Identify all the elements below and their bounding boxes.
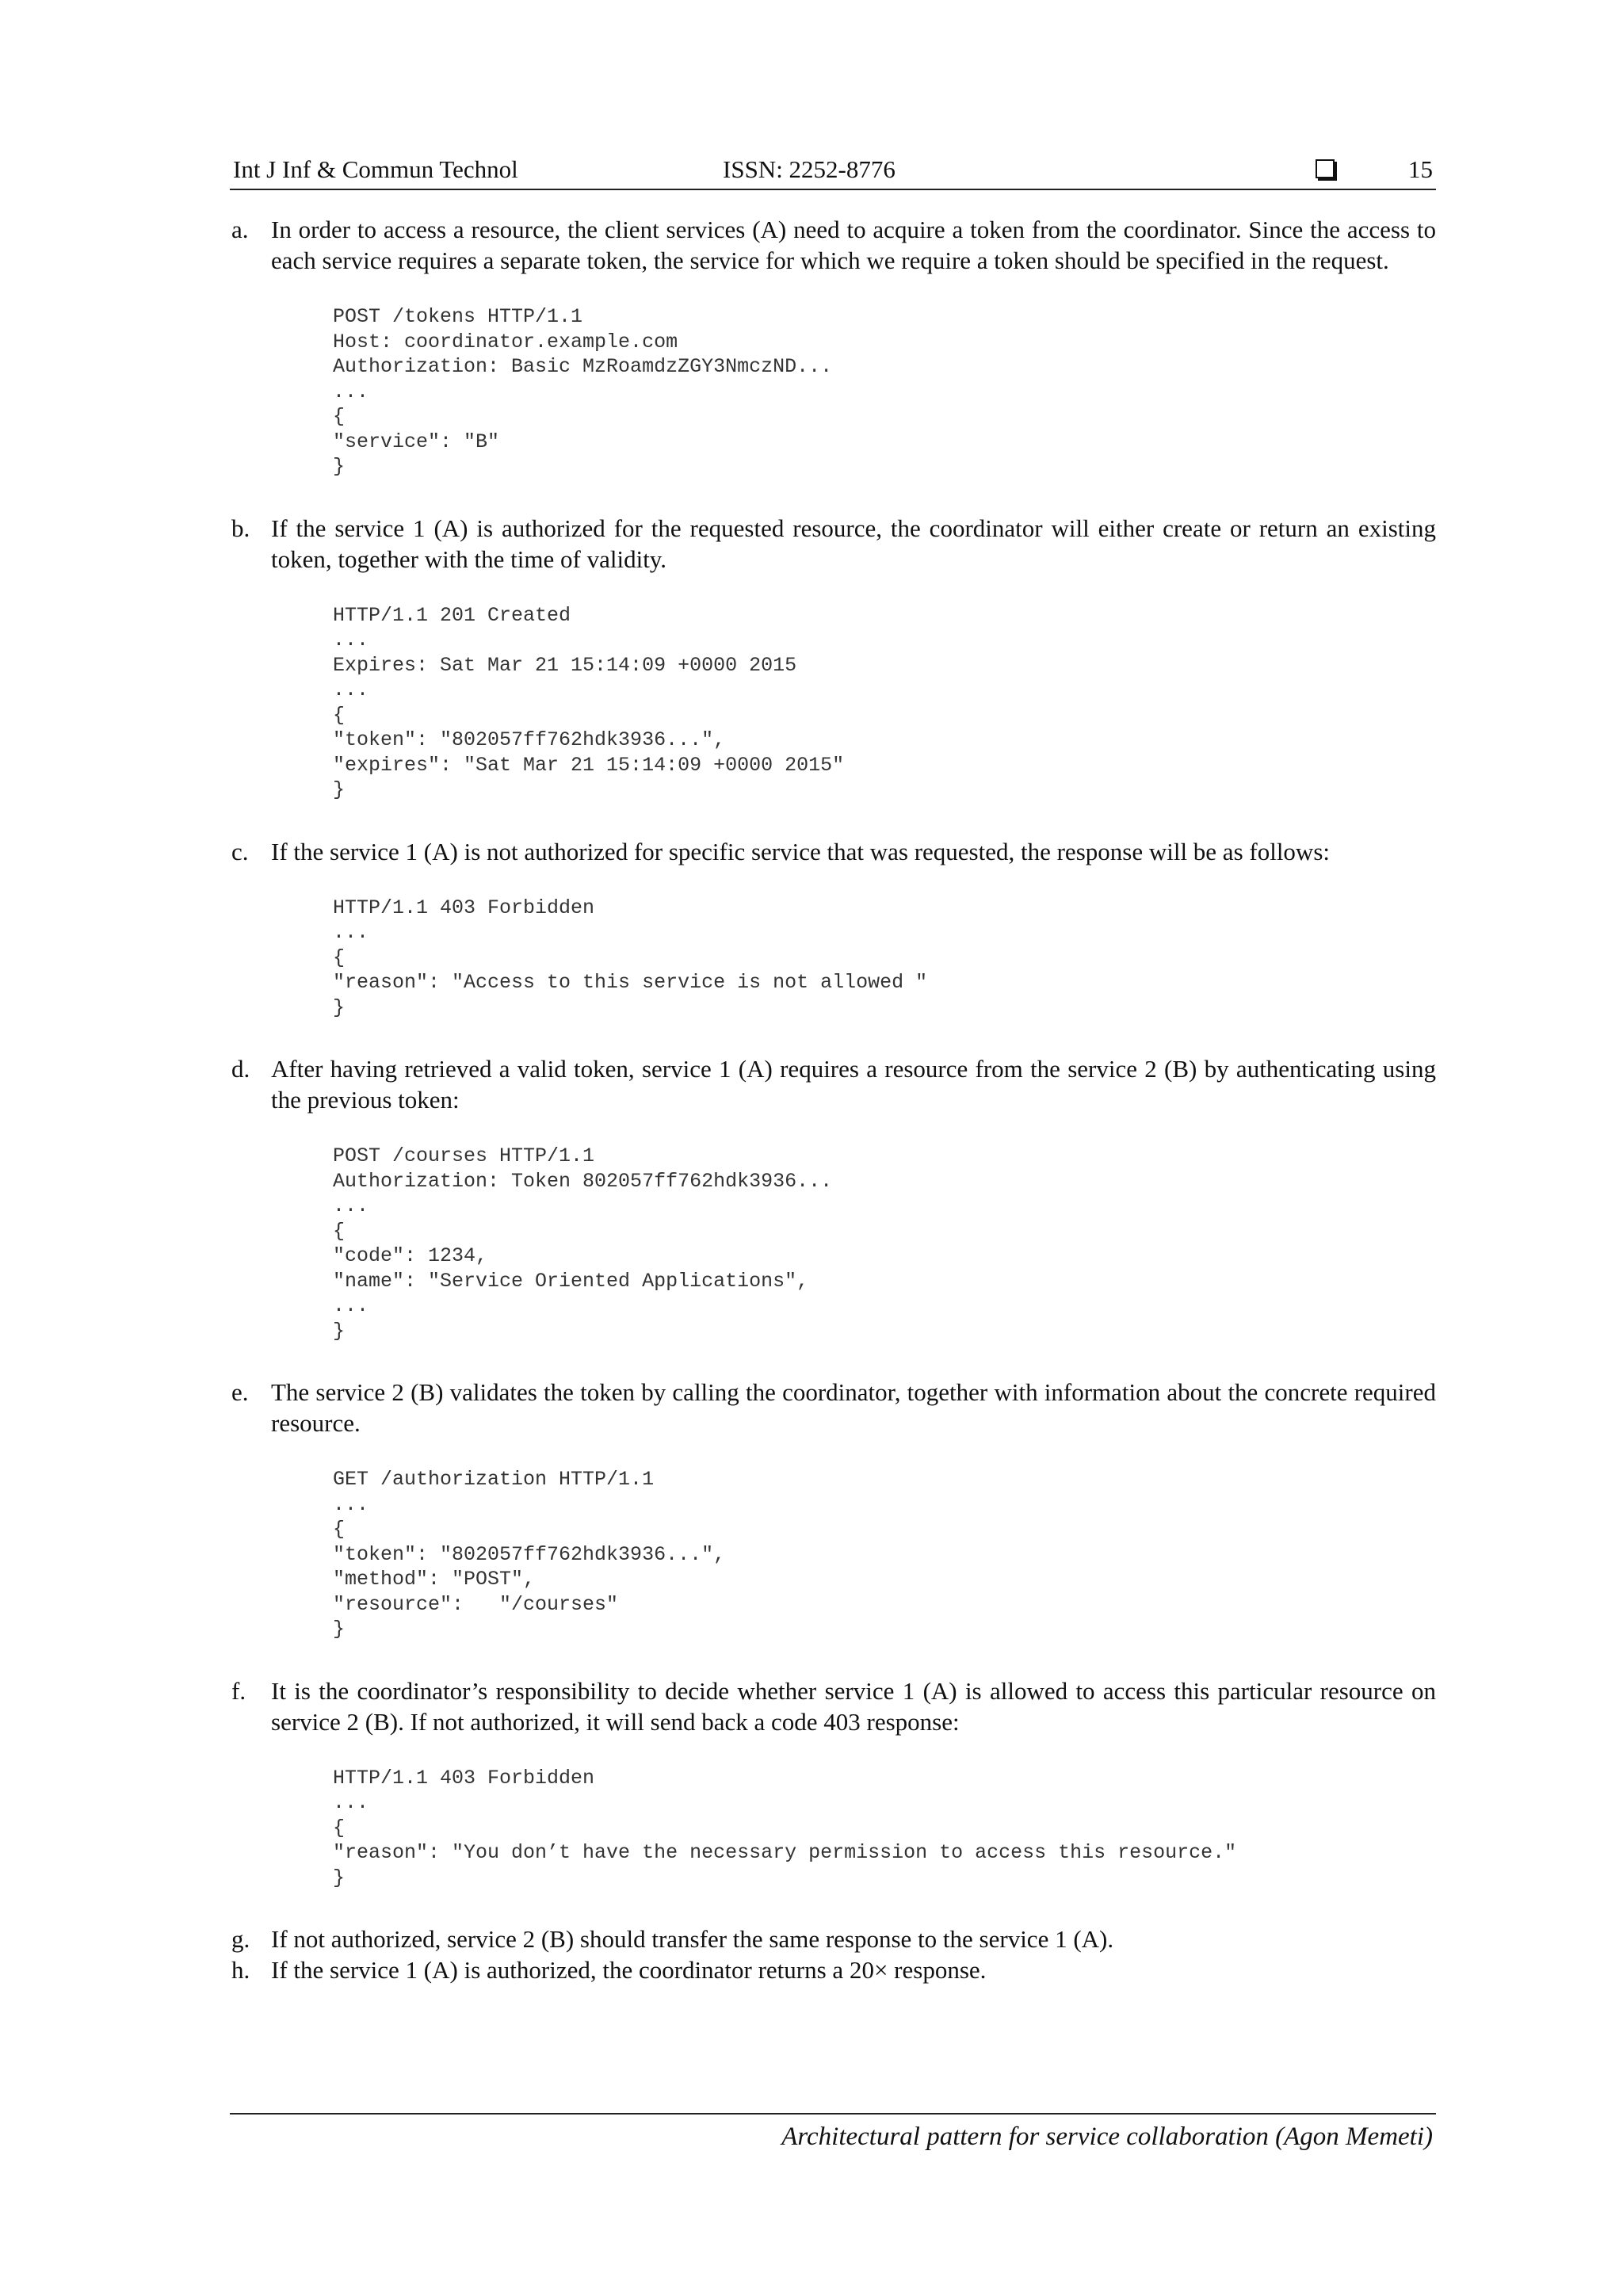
code-line: ... bbox=[333, 1791, 369, 1814]
code-line: } bbox=[333, 995, 346, 1019]
page-body bbox=[230, 154, 1436, 1985]
code-line: HTTP/1.1 403 Forbidden bbox=[333, 896, 595, 919]
step-list bbox=[230, 214, 1436, 1985]
code-line: POST /tokens HTTP/1.1 bbox=[333, 305, 583, 328]
issn: ISSN: 2252-8776 bbox=[723, 155, 896, 183]
paragraph-text: After having retrieved a valid token, service 1 (A) requires a resource from the service 2 (B) by authenticating using the previous token: bbox=[271, 1055, 1436, 1114]
code-line: GET /authorization HTTP/1.1 bbox=[333, 1468, 655, 1491]
code-line: { bbox=[333, 405, 346, 428]
code-block bbox=[333, 1144, 1436, 1343]
page-number: 15 bbox=[1408, 155, 1433, 183]
code-line: { bbox=[333, 703, 346, 727]
list-marker: a. bbox=[231, 216, 249, 243]
code-line: "token": "802057ff762hdk3936...", bbox=[333, 728, 726, 751]
code-line: "service": "B" bbox=[333, 430, 500, 453]
code-line: } bbox=[333, 1866, 346, 1889]
paragraph-text: The service 2 (B) validates the token by calling the coordinator, together with information about the concrete required resource. bbox=[271, 1378, 1436, 1437]
list-item bbox=[230, 214, 1436, 479]
footer-title: Architectural pattern for service collaboration (Agon Memeti) bbox=[781, 2122, 1433, 2151]
running-header bbox=[230, 154, 1436, 190]
code-line: } bbox=[333, 455, 346, 478]
list-item bbox=[230, 1924, 1436, 1954]
list-item bbox=[230, 836, 1436, 1021]
list-item bbox=[230, 1675, 1436, 1891]
list-marker: h. bbox=[231, 1956, 250, 1984]
code-line: { bbox=[333, 1219, 346, 1243]
code-line: Expires: Sat Mar 21 15:14:09 +0000 2015 bbox=[333, 653, 797, 677]
paragraph-text: If the service 1 (A) is authorized for the requested resource, the coordinator will either create or return an existing token, together with the time of validity. bbox=[271, 514, 1436, 573]
list-item bbox=[230, 513, 1436, 803]
code-line: ... bbox=[333, 1294, 369, 1317]
code-line: ... bbox=[333, 1194, 369, 1217]
code-line: "code": 1234, bbox=[333, 1244, 488, 1267]
running-footer bbox=[230, 2113, 1436, 2154]
code-line: Authorization: Token 802057ff762hdk3936... bbox=[333, 1169, 833, 1193]
code-line: Authorization: Basic MzRoamdzZGY3NmczND... bbox=[333, 355, 833, 378]
list-marker: d. bbox=[231, 1055, 250, 1083]
code-line: "resource": "/courses" bbox=[333, 1592, 619, 1616]
list-marker: e. bbox=[231, 1378, 249, 1406]
code-line: "reason": "You don’t have the necessary permission to access this resource." bbox=[333, 1841, 1237, 1864]
code-line: } bbox=[333, 1319, 346, 1343]
code-line: Host: coordinator.example.com bbox=[333, 330, 678, 353]
code-line: ... bbox=[333, 921, 369, 944]
code-line: ... bbox=[333, 678, 369, 701]
code-line: { bbox=[333, 946, 346, 969]
code-line: "name": "Service Oriented Applications", bbox=[333, 1269, 809, 1293]
code-line: "reason": "Access to this service is not allowed " bbox=[333, 971, 928, 994]
list-marker: c. bbox=[231, 837, 249, 865]
list-item bbox=[230, 1053, 1436, 1343]
paragraph-text: It is the coordinator’s responsibility to decide whether service 1 (A) is allowed to access this particular resource on service 2 (B). If not authorized, it will send back a code 403 response: bbox=[271, 1676, 1436, 1736]
list-marker: g. bbox=[231, 1925, 250, 1953]
code-line: "method": "POST", bbox=[333, 1568, 536, 1591]
code-line: HTTP/1.1 403 Forbidden bbox=[333, 1766, 595, 1790]
square-icon bbox=[1316, 159, 1335, 178]
code-block bbox=[333, 304, 1436, 479]
code-block bbox=[333, 896, 1436, 1021]
paragraph-text: In order to access a resource, the client services (A) need to acquire a token from the coordinator. Since the access to each service requires a separate token, the service for which we require a token should be specified in the request. bbox=[271, 216, 1436, 274]
code-block bbox=[333, 1467, 1436, 1642]
code-block bbox=[333, 603, 1436, 803]
code-line: ... bbox=[333, 628, 369, 651]
code-line: ... bbox=[333, 380, 369, 403]
journal-name: Int J Inf & Commun Technol bbox=[233, 155, 518, 183]
list-marker: f. bbox=[231, 1676, 246, 1705]
code-line: "token": "802057ff762hdk3936...", bbox=[333, 1542, 726, 1566]
paragraph-text: If not authorized, service 2 (B) should transfer the same response to the service 1 (A). bbox=[271, 1925, 1114, 1953]
list-item bbox=[230, 1954, 1436, 1985]
code-line: HTTP/1.1 201 Created bbox=[333, 603, 571, 627]
list-marker: b. bbox=[231, 514, 250, 542]
code-line: } bbox=[333, 1618, 346, 1641]
code-line: { bbox=[333, 1518, 346, 1541]
code-line: "expires": "Sat Mar 21 15:14:09 +0000 2015" bbox=[333, 753, 845, 777]
code-line: { bbox=[333, 1816, 346, 1839]
code-line: POST /courses HTTP/1.1 bbox=[333, 1144, 595, 1167]
paragraph-text: If the service 1 (A) is not authorized for specific service that was requested, the response will be as follows: bbox=[271, 837, 1330, 865]
paragraph-text: If the service 1 (A) is authorized, the coordinator returns a 20× response. bbox=[271, 1956, 987, 1984]
list-item bbox=[230, 1377, 1436, 1642]
code-block bbox=[333, 1766, 1436, 1891]
code-line: ... bbox=[333, 1492, 369, 1516]
code-line: } bbox=[333, 778, 346, 801]
